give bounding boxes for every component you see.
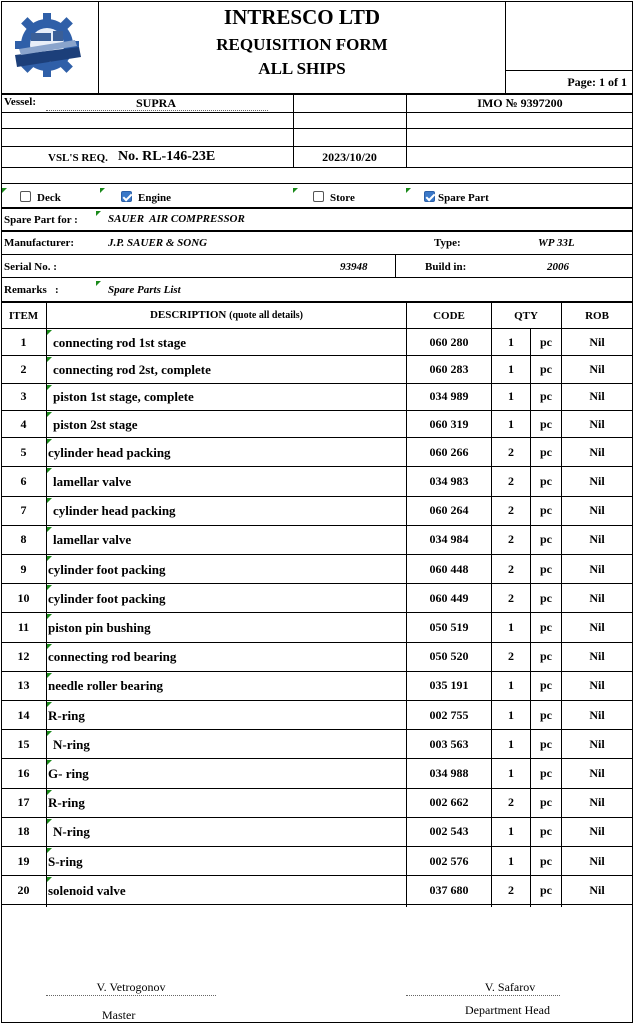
build-in-value: 2006 xyxy=(547,261,569,273)
table-row xyxy=(1,329,633,356)
item-description: N-ring xyxy=(53,824,90,840)
item-description: S-ring xyxy=(48,853,83,869)
item-qty: 2 xyxy=(508,590,514,605)
item-code: 034 989 xyxy=(429,389,469,404)
item-qty: 2 xyxy=(508,561,514,576)
item-rob: Nil xyxy=(589,853,605,868)
item-rob: Nil xyxy=(589,473,605,488)
item-unit: pc xyxy=(540,795,552,810)
table-row xyxy=(1,356,633,383)
item-description: needle roller bearing xyxy=(48,678,164,694)
description-header-text: DESCRIPTION xyxy=(149,309,227,321)
item-qty: 1 xyxy=(508,853,514,868)
engine-label: Engine xyxy=(138,192,172,204)
item-qty: 1 xyxy=(508,707,514,722)
spare-part-for-value: SAUER AIR COMPRESSOR xyxy=(108,213,245,225)
cell-marker xyxy=(47,385,52,390)
item-description: cylinder foot packing xyxy=(48,590,166,606)
item-number: 20 xyxy=(17,882,30,897)
item-code: 060 319 xyxy=(429,416,469,431)
item-qty: 1 xyxy=(508,736,514,751)
item-unit: pc xyxy=(540,473,552,488)
category-spare-part[interactable] xyxy=(424,191,534,207)
spare-part-checkbox[interactable] xyxy=(424,191,435,202)
item-qty: 1 xyxy=(508,334,514,349)
cell-marker xyxy=(47,412,52,417)
item-unit: pc xyxy=(540,334,552,349)
item-code: 002 662 xyxy=(429,795,469,810)
vessel-name: SUPRA xyxy=(135,96,176,110)
col-header-rob: ROB xyxy=(585,310,609,322)
cell-marker xyxy=(47,819,52,824)
item-number: 13 xyxy=(17,678,30,693)
item-rob: Nil xyxy=(589,503,605,518)
item-rob: Nil xyxy=(589,882,605,897)
type-label: Type: xyxy=(434,237,461,249)
table-row xyxy=(1,526,633,555)
category-store[interactable] xyxy=(313,191,393,207)
item-code: 034 983 xyxy=(429,473,469,488)
item-unit: pc xyxy=(540,765,552,780)
item-rob: Nil xyxy=(589,678,605,693)
item-qty: 1 xyxy=(508,619,514,634)
item-rob: Nil xyxy=(589,361,605,376)
remarks-label: Remarks : xyxy=(4,284,59,296)
item-qty: 1 xyxy=(508,678,514,693)
item-unit: pc xyxy=(540,649,552,664)
item-qty: 1 xyxy=(508,416,514,431)
cell-marker xyxy=(47,673,52,678)
item-number: 14 xyxy=(17,707,30,722)
department-head-title: Department Head xyxy=(465,1003,550,1017)
item-rob: Nil xyxy=(589,736,605,751)
form-title: REQUISITION FORM xyxy=(216,35,388,54)
item-qty: 2 xyxy=(508,882,514,897)
item-number: 17 xyxy=(17,795,30,810)
item-code: 037 680 xyxy=(429,882,469,897)
cell-marker xyxy=(47,439,52,444)
serial-label: Serial No. : xyxy=(4,261,57,273)
item-number: 4 xyxy=(20,416,27,431)
item-rob: Nil xyxy=(589,389,605,404)
cell-marker xyxy=(47,877,52,882)
item-number: 16 xyxy=(17,765,30,780)
cell-marker xyxy=(47,585,52,590)
item-qty: 1 xyxy=(508,361,514,376)
company-logo xyxy=(9,9,87,81)
item-qty: 2 xyxy=(508,795,514,810)
item-unit: pc xyxy=(540,532,552,547)
cell-marker xyxy=(47,357,52,362)
item-code: 060 448 xyxy=(429,561,469,576)
item-code: 060 449 xyxy=(429,590,469,605)
item-code: 050 519 xyxy=(429,619,469,634)
item-rob: Nil xyxy=(589,765,605,780)
item-number: 19 xyxy=(17,853,30,868)
item-qty: 2 xyxy=(508,444,514,459)
item-code: 060 280 xyxy=(429,334,469,349)
type-value: WP 33L xyxy=(538,237,575,249)
item-code: 003 563 xyxy=(429,736,469,751)
item-rob: Nil xyxy=(589,824,605,839)
table-row xyxy=(1,759,633,788)
item-description: piston pin bushing xyxy=(48,619,151,635)
item-unit: pc xyxy=(540,561,552,576)
item-number: 2 xyxy=(20,361,27,376)
col-header-qty: QTY xyxy=(514,310,538,322)
table-row xyxy=(1,613,633,642)
item-number: 3 xyxy=(20,389,27,404)
col-header-item: ITEM xyxy=(8,310,39,322)
item-description: piston 1st stage, complete xyxy=(53,389,194,405)
item-unit: pc xyxy=(540,444,552,459)
item-rob: Nil xyxy=(589,561,605,576)
item-code: 060 283 xyxy=(429,361,469,376)
cell-marker xyxy=(47,498,52,503)
table-row xyxy=(1,701,633,730)
cell-marker xyxy=(47,556,52,561)
item-number: 9 xyxy=(20,561,27,576)
item-unit: pc xyxy=(540,824,552,839)
item-number: 1 xyxy=(20,334,27,349)
company-name: INTRESCO LTD xyxy=(223,5,381,29)
item-unit: pc xyxy=(540,736,552,751)
spare-part-for-label: Spare Part for : xyxy=(4,214,78,226)
store-label: Store xyxy=(330,192,355,204)
store-checkbox[interactable] xyxy=(313,191,324,202)
item-description: cylinder foot packing xyxy=(48,561,166,577)
table-row xyxy=(1,847,633,876)
item-number: 8 xyxy=(20,532,27,547)
table-row xyxy=(1,555,633,584)
col-header-code: CODE xyxy=(433,310,465,322)
item-qty: 1 xyxy=(508,765,514,780)
item-code: 002 576 xyxy=(429,853,469,868)
form-subtitle: ALL SHIPS xyxy=(258,59,346,78)
build-in-label: Build in: xyxy=(425,261,467,273)
item-unit: pc xyxy=(540,619,552,634)
cell-marker xyxy=(47,644,52,649)
item-unit: pc xyxy=(540,416,552,431)
engine-checkbox[interactable] xyxy=(121,191,132,202)
item-description: N-ring xyxy=(53,736,90,752)
category-engine[interactable] xyxy=(121,191,211,207)
item-description: connecting rod 2st, complete xyxy=(53,361,211,377)
item-rob: Nil xyxy=(589,416,605,431)
table-row xyxy=(1,876,633,905)
item-description: connecting rod bearing xyxy=(48,649,177,665)
item-number: 15 xyxy=(17,736,30,751)
cell-marker xyxy=(47,468,52,473)
table-row xyxy=(1,672,633,701)
req-date: 2023/10/20 xyxy=(322,150,377,164)
item-description: R-ring xyxy=(48,707,85,723)
row-divider xyxy=(1,904,633,905)
item-qty: 2 xyxy=(508,532,514,547)
item-rob: Nil xyxy=(589,590,605,605)
item-unit: pc xyxy=(540,389,552,404)
item-unit: pc xyxy=(540,361,552,376)
cell-marker xyxy=(47,790,52,795)
cell-marker xyxy=(47,760,52,765)
table-row xyxy=(1,384,633,411)
item-code: 002 543 xyxy=(429,824,469,839)
item-code: 035 191 xyxy=(429,678,469,693)
item-rob: Nil xyxy=(589,334,605,349)
item-description: solenoid valve xyxy=(48,882,126,898)
cell-marker xyxy=(47,848,52,853)
item-code: 034 984 xyxy=(429,532,469,547)
item-unit: pc xyxy=(540,678,552,693)
col-header-description xyxy=(47,309,406,321)
req-label: VSL'S REQ. xyxy=(48,152,108,164)
description-header-note: (quote all details) xyxy=(229,310,304,321)
department-head-name: V. Safarov xyxy=(484,980,536,994)
item-code: 034 988 xyxy=(429,765,469,780)
item-qty: 1 xyxy=(508,824,514,839)
item-number: 5 xyxy=(20,444,27,459)
item-code: 060 264 xyxy=(429,503,469,518)
item-rob: Nil xyxy=(589,532,605,547)
item-number: 6 xyxy=(20,473,27,488)
table-row xyxy=(1,497,633,526)
item-number: 18 xyxy=(17,824,30,839)
table-row xyxy=(1,438,633,467)
table-row xyxy=(1,467,633,496)
item-rob: Nil xyxy=(589,707,605,722)
imo-number: IMO № 9397200 xyxy=(477,96,563,110)
remarks-value: Spare Parts List xyxy=(108,284,181,296)
category-deck[interactable] xyxy=(20,191,100,207)
page-number: Page: 1 of 1 xyxy=(567,75,627,89)
vessel-label: Vessel: xyxy=(4,96,36,108)
item-description: lamellar valve xyxy=(53,473,132,489)
cell-marker xyxy=(47,702,52,707)
item-qty: 1 xyxy=(508,389,514,404)
table-row xyxy=(1,643,633,672)
table-row xyxy=(1,584,633,613)
serial-value: 93948 xyxy=(340,261,368,273)
req-number: No. RL-146-23E xyxy=(118,149,216,164)
manufacturer-value: J.P. SAUER & SONG xyxy=(108,237,208,249)
table-row xyxy=(1,818,633,847)
item-unit: pc xyxy=(540,882,552,897)
cell-marker xyxy=(47,527,52,532)
item-rob: Nil xyxy=(589,649,605,664)
cell-marker xyxy=(47,330,52,335)
item-description: piston 2st stage xyxy=(53,416,138,432)
table-row xyxy=(1,730,633,759)
item-code: 050 520 xyxy=(429,649,469,664)
item-description: cylinder head packing xyxy=(48,444,171,460)
item-description: connecting rod 1st stage xyxy=(53,334,187,350)
item-number: 12 xyxy=(17,649,30,664)
item-description: G- ring xyxy=(48,765,89,781)
cell-marker xyxy=(47,731,52,736)
item-unit: pc xyxy=(540,707,552,722)
item-number: 10 xyxy=(17,590,30,605)
item-qty: 2 xyxy=(508,649,514,664)
item-description: cylinder head packing xyxy=(53,503,176,519)
item-number: 7 xyxy=(20,503,27,518)
table-row xyxy=(1,789,633,818)
item-qty: 2 xyxy=(508,473,514,488)
item-description: R-ring xyxy=(48,795,85,811)
deck-label: Deck xyxy=(37,192,61,204)
item-unit: pc xyxy=(540,503,552,518)
item-description: lamellar valve xyxy=(53,532,132,548)
cell-marker xyxy=(47,614,52,619)
item-rob: Nil xyxy=(589,444,605,459)
item-rob: Nil xyxy=(589,619,605,634)
master-title: Master xyxy=(102,1008,136,1022)
item-code: 002 755 xyxy=(429,707,469,722)
item-rob: Nil xyxy=(589,795,605,810)
manufacturer-label: Manufacturer: xyxy=(4,237,75,249)
item-number: 11 xyxy=(17,619,30,634)
deck-checkbox[interactable] xyxy=(20,191,31,202)
item-unit: pc xyxy=(540,853,552,868)
item-qty: 2 xyxy=(508,503,514,518)
item-code: 060 266 xyxy=(429,444,469,459)
item-unit: pc xyxy=(540,590,552,605)
spare-part-label: Spare Part xyxy=(438,192,489,204)
master-name: V. Vetrogonov xyxy=(96,980,166,994)
table-row xyxy=(1,411,633,438)
